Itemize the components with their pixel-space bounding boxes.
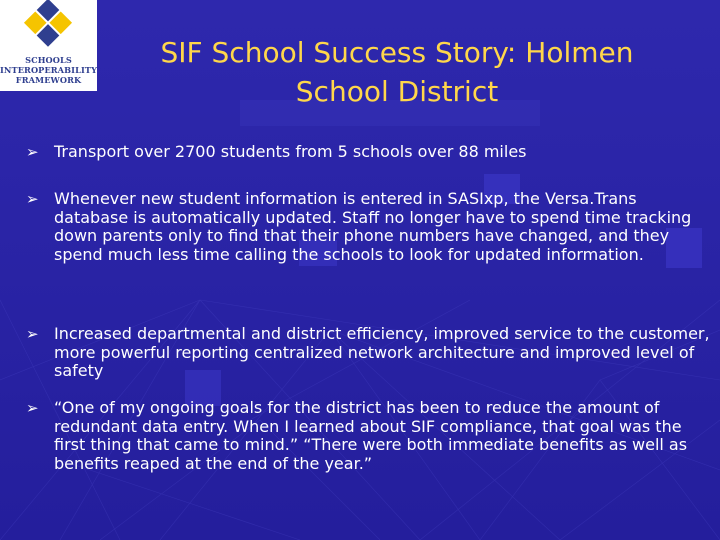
arrow-bullet-icon: ➢ (26, 190, 39, 208)
arrow-bullet-icon: ➢ (26, 399, 39, 417)
sif-logo (0, 0, 97, 91)
arrow-bullet-icon: ➢ (26, 143, 39, 161)
title-line-2: School District (295, 75, 499, 108)
bullet-text: Whenever new student information is entered in SASIxp, the Versa.Trans database is automatically updated. Staff no longer have to spend time tracking down parents only to find that their phone numbers have changed, and they spend much less time calling the schools to look for updated information. (54, 189, 692, 264)
title-line-1: SIF School Success Story: Holmen (160, 36, 634, 69)
slide-title (100, 33, 694, 111)
logo-line-2: INTEROPERABILITY (0, 65, 98, 75)
bullet-text: “One of my ongoing goals for the district has been to reduce the amount of redundant data entry. When I learned about SIF compliance, that goal was the first thing that came to mind.” “There were both immediate benefits as well as benefits reaped at the end of the year.” (54, 398, 688, 473)
logo-line-3: FRAMEWORK (15, 75, 82, 85)
bullet-text: Transport over 2700 students from 5 schools over 88 miles (54, 142, 527, 161)
bullet-text: Increased departmental and district efficiency, improved service to the customer, more powerful reporting centralized network architecture and improved level of safety (54, 324, 710, 380)
arrow-bullet-icon: ➢ (26, 325, 39, 343)
logo-line-1: SCHOOLS (25, 55, 72, 65)
